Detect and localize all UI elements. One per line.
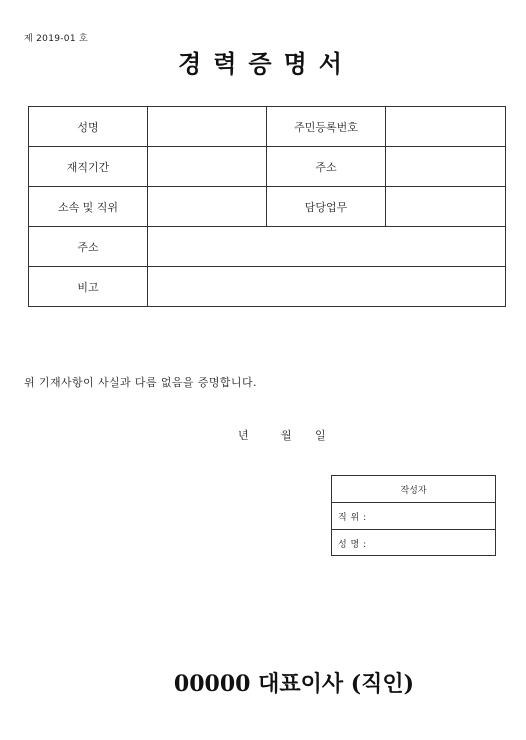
writer-position-field[interactable]: 직 위 : bbox=[332, 503, 495, 530]
date-month: 월 bbox=[281, 429, 292, 442]
table-row bbox=[29, 147, 506, 187]
table-row bbox=[29, 267, 506, 307]
table-row bbox=[29, 107, 506, 147]
writer-title: 작성자 bbox=[332, 476, 495, 503]
name-label-cell: 성명 bbox=[29, 107, 148, 147]
writer-name-field[interactable]: 성 명 : bbox=[338, 540, 367, 550]
writer-box bbox=[331, 475, 496, 556]
id-number-label-cell: 주민등록번호 bbox=[267, 107, 386, 147]
certificate-info-table bbox=[28, 106, 506, 307]
department-position-label-cell: 소속 및 직위 bbox=[29, 187, 148, 227]
document-title: 경력증명서 bbox=[178, 49, 354, 78]
remarks-label-cell: 비고 bbox=[29, 267, 148, 307]
address-short-value-cell[interactable] bbox=[386, 147, 506, 187]
name-value-cell[interactable] bbox=[148, 107, 267, 147]
address-short-label-cell: 주소 bbox=[267, 147, 386, 187]
duty-label-cell: 담당업무 bbox=[267, 187, 386, 227]
address-label-cell: 주소 bbox=[29, 227, 148, 267]
department-position-value-cell[interactable] bbox=[148, 187, 267, 227]
address-value-cell[interactable] bbox=[148, 227, 506, 267]
remarks-value-cell[interactable] bbox=[148, 267, 506, 307]
table-row bbox=[29, 187, 506, 227]
date-year: 년 bbox=[238, 429, 249, 442]
document-number: 제 2019-01 호 bbox=[24, 34, 89, 44]
table-row bbox=[29, 227, 506, 267]
id-number-value-cell[interactable] bbox=[386, 107, 506, 147]
certification-statement: 위 기재사항이 사실과 다름 없음을 증명합니다. bbox=[24, 376, 257, 389]
date-day: 일 bbox=[315, 429, 326, 442]
employment-period-value-cell[interactable] bbox=[148, 147, 267, 187]
signature-line: 00000 대표이사 (직인) bbox=[173, 671, 415, 697]
employment-period-label-cell: 재직기간 bbox=[29, 147, 148, 187]
duty-value-cell[interactable] bbox=[386, 187, 506, 227]
